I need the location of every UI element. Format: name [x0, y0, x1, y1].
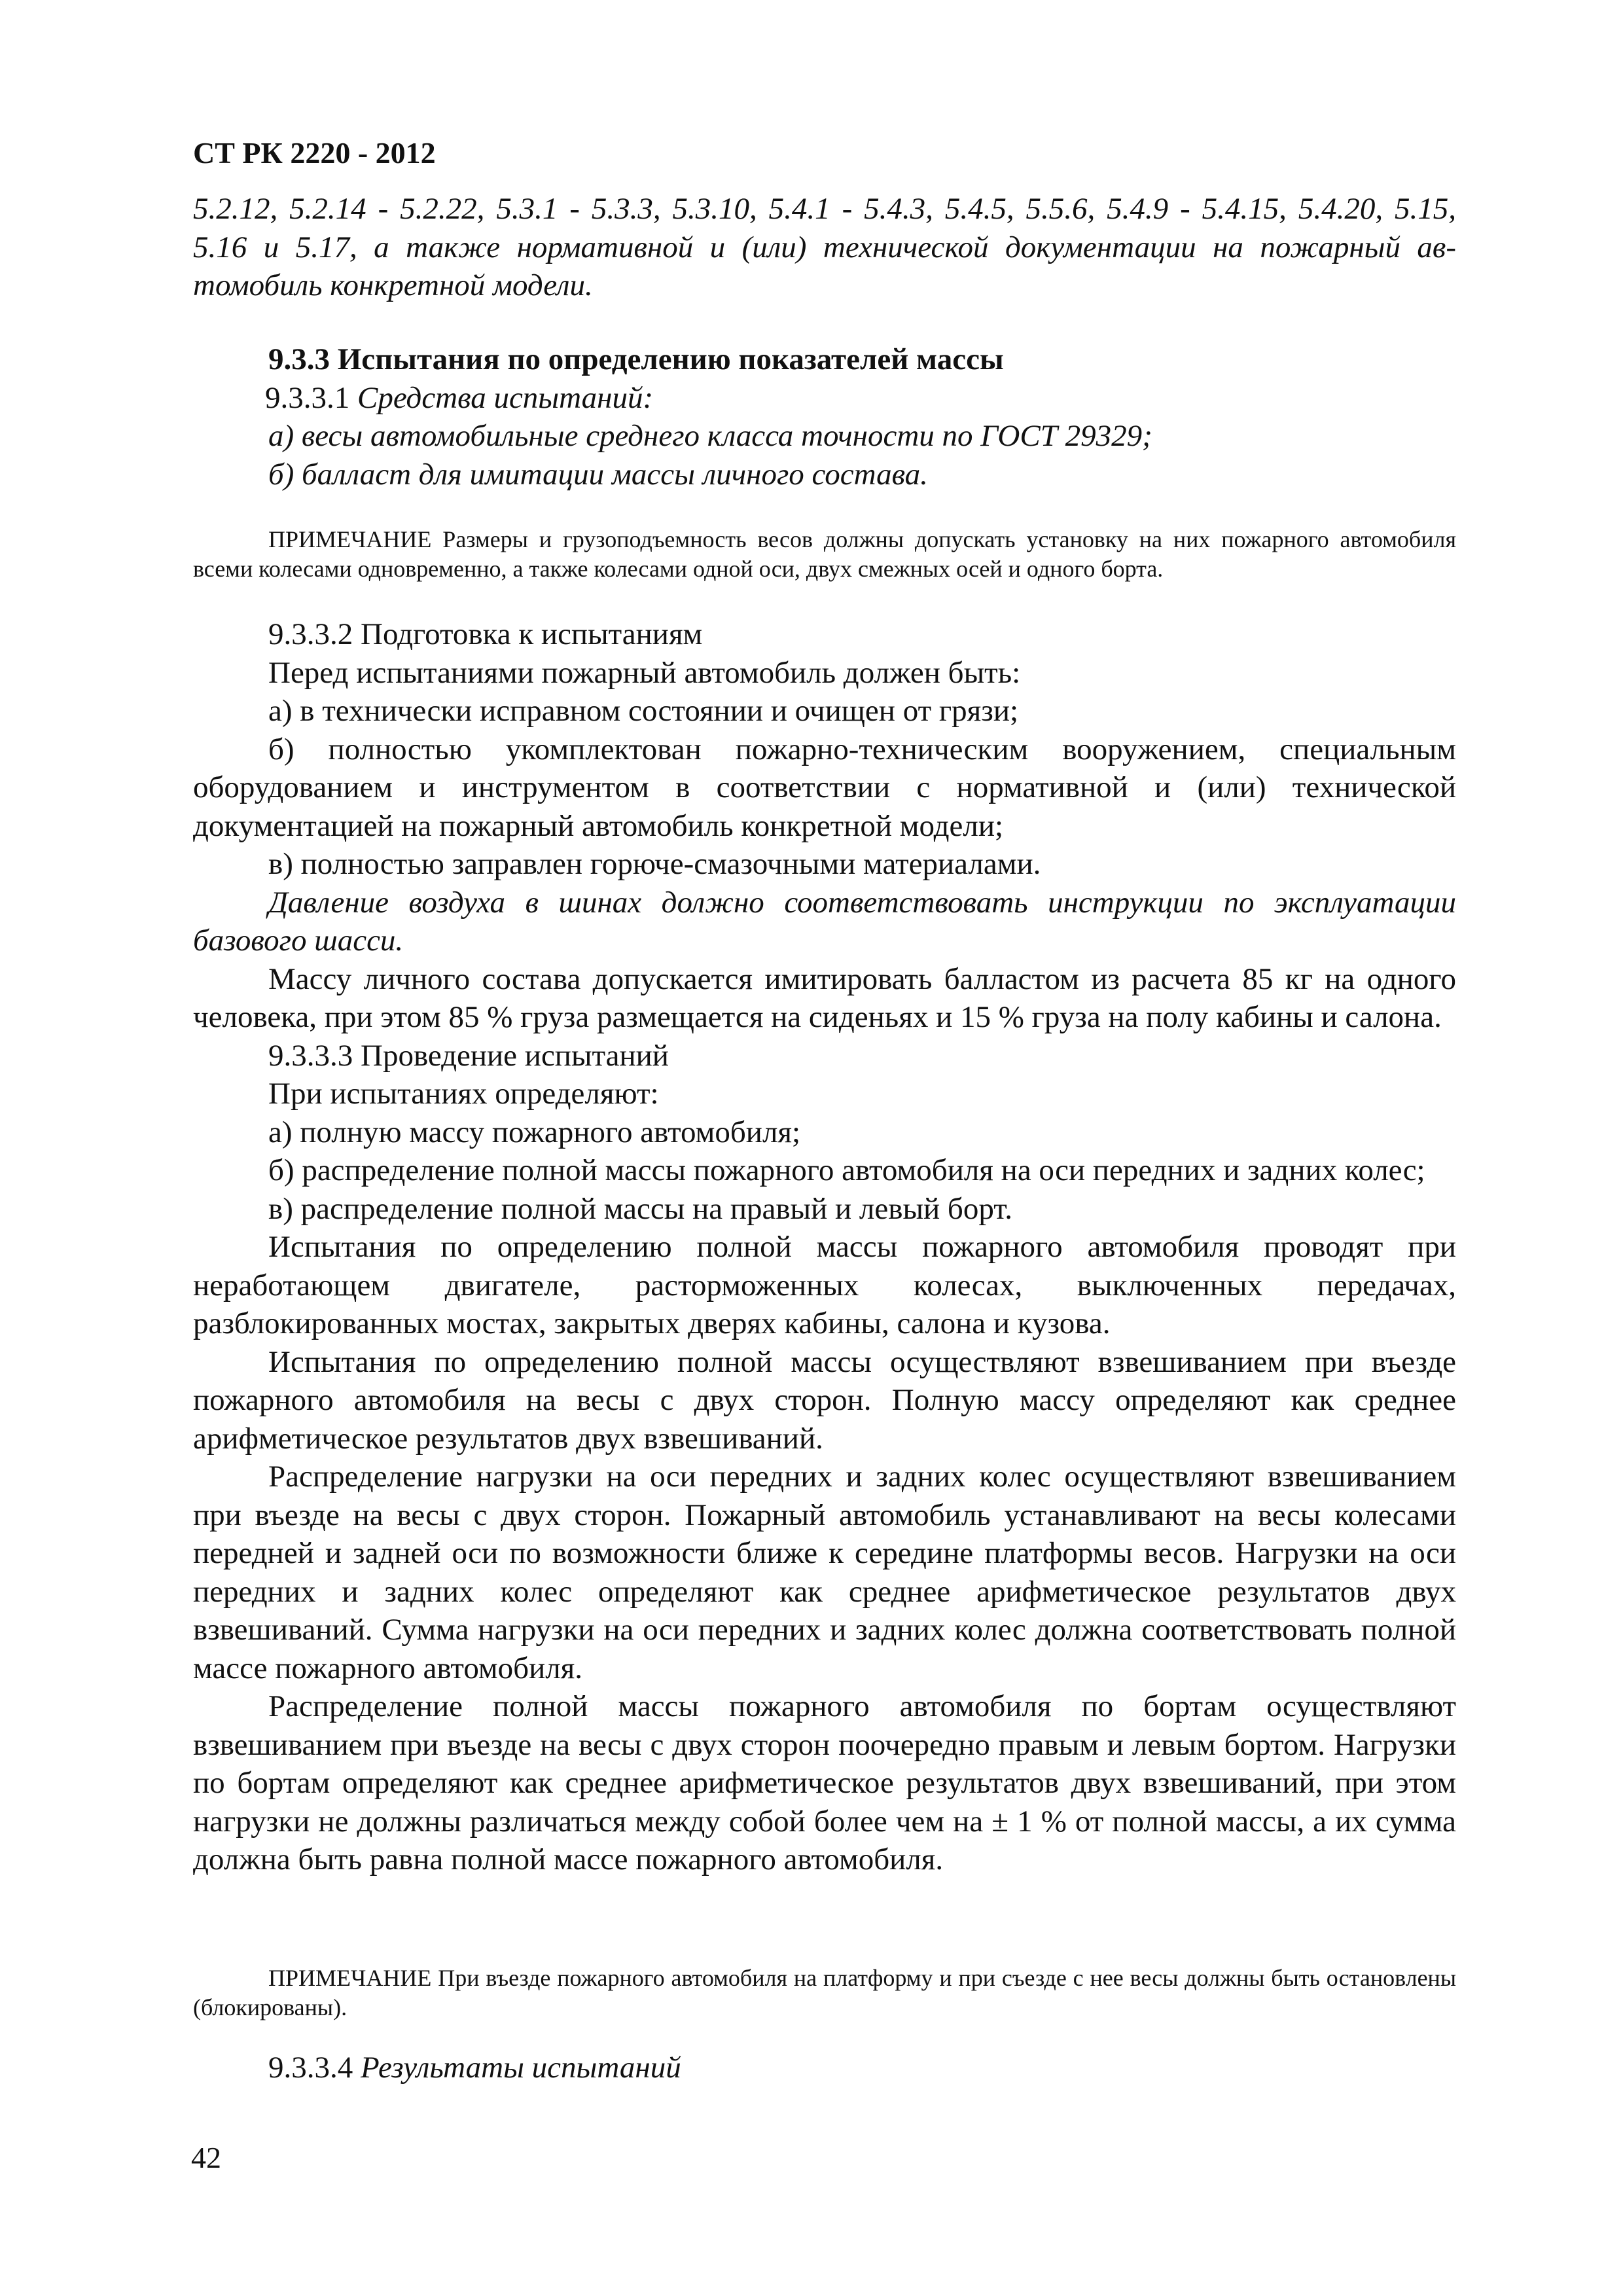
note-label: ПРИМЕЧАНИЕ — [268, 1965, 432, 1991]
list-item: в) распределение полной массы на правый и левый борт. — [268, 1191, 1012, 1226]
subsection-number: 9.3.3.4 — [268, 2051, 353, 2085]
page-number: 42 — [191, 2141, 221, 2174]
list-item: в) полностью заправлен горюче-смазочными материалами. — [268, 847, 1041, 881]
note-1 — [193, 525, 1456, 584]
intro-paragraph — [193, 190, 1456, 305]
subsection-title: Результаты испытаний — [361, 2051, 681, 2085]
paragraph: Давление воздуха в шинах должно соответствовать инструкции по эксплуатации базового шасси. — [193, 885, 1456, 958]
paragraph: Массу личного состава допускается имитировать балластом из расчета 85 кг на одного человека, при этом 85 % груза размещается на сиденьях и 15 % груза на полу кабины и салона. — [193, 961, 1456, 1034]
doc-id: СТ РК 2220 - 2012 — [193, 136, 436, 170]
list-item: б) распределение полной массы пожарного автомобиля на оси передних и задних колес; — [268, 1153, 1425, 1187]
note-label: ПРИМЕЧАНИЕ — [268, 526, 432, 552]
subsection-9-3-3-1 — [193, 379, 1456, 418]
intro-line: томобиль конкретной модели. — [193, 268, 593, 302]
subsection-9-3-3-3-title: 9.3.3.3 Проведение испытаний — [268, 1038, 669, 1073]
note-text: Размеры и грузоподъемность весов должны допускать установку на них пожарного автомобиля всеми колесами одновременно, а также колесами одной оси, двух смежных осей и одного борта. — [193, 526, 1457, 582]
paragraph: При испытаниях определяют: — [268, 1077, 659, 1111]
intro-line: 5.2.12, 5.2.14 - 5.2.22, 5.3.1 - 5.3.3, 5.3.10, 5.4.1 - 5.4.3, 5.4.5, 5.5.6, 5.4.9 - 5.4.15, 5.4.20, 5.15, — [193, 192, 1456, 226]
section-body — [193, 615, 1456, 1879]
subsection-number: 9.3.3.1 — [265, 380, 350, 415]
section-title: 9.3.3 Испытания по определению показателей массы — [268, 342, 1004, 376]
list-item: а) весы автомобильные среднего класса точности по ГОСТ 29329; — [268, 419, 1152, 453]
document-header — [193, 134, 1456, 172]
paragraph: Перед испытаниями пожарный автомобиль должен быть: — [268, 655, 1021, 690]
list-item: а) в технически исправном состоянии и очищен от грязи; — [268, 694, 1019, 728]
paragraph: Распределение полной массы пожарного автомобиля по бортам осуществляют взвешиванием при въезде на весы с двух сторон поочередно правым и левым бортом. Нагрузки по бортам определяют как среднее арифметическое результатов двух взвешиваний, при этом нагрузки не должны различаться между собой более чем на ± 1 % от полной массы, а их сумма должна быть равна полной массе пожарного автомобиля. — [193, 1689, 1456, 1876]
list-item: а) полную массу пожарного автомобиля; — [268, 1115, 801, 1149]
subsection-9-3-3-2-title: 9.3.3.2 Подготовка к испытаниям — [268, 617, 703, 651]
note-2 — [193, 1964, 1456, 2022]
note-text: При въезде пожарного автомобиля на платформу и при съезде с нее весы должны быть остановлены (блокированы). — [193, 1965, 1457, 2020]
list-item: б) балласт для имитации массы личного состава. — [268, 457, 928, 492]
intro-line: 5.16 и 5.17, а также нормативной и (или) технической документации на пожарный ав- — [193, 230, 1456, 264]
paragraph: Испытания по определению полной массы осуществляют взвешиванием при въезде пожарного автомобиля на весы с двух сторон. Полную массу определяют как среднее арифметическое результатов двух взвешиваний. — [193, 1344, 1456, 1456]
subsection-9-3-3-4 — [193, 2049, 1456, 2087]
paragraph: Испытания по определению полной массы пожарного автомобиля проводят при неработающем двигателе, расторможенных колесах, выключенных передачах, разблокированных мостах, закрытых дверях кабины, салона и кузова. — [193, 1230, 1456, 1340]
paragraph: Распределение нагрузки на оси передних и задних колес осуществляют взвешиванием при въезде на весы с двух сторон. Пожарный автомобиль устанавливают на весы колесами передней и задней оси по возможности ближе к середине платформы весов. Нагрузки на оси передних и задних колес определяют как среднее арифметическое результатов двух взвешиваний. Сумма нагрузки на оси передних и задних колес должна соответствовать полной массе пожарного автомобиля. — [193, 1460, 1456, 1685]
section-9-3-3-head — [193, 340, 1456, 493]
list-item: б) полностью укомплектован пожарно-техническим вооружением, специальным оборудованием и инструментом в соответствии с нормативной и (или) технической документацией на пожарный автомобиль конкретной модели; — [193, 732, 1456, 843]
subsection-title: Средства испытаний: — [357, 380, 654, 415]
